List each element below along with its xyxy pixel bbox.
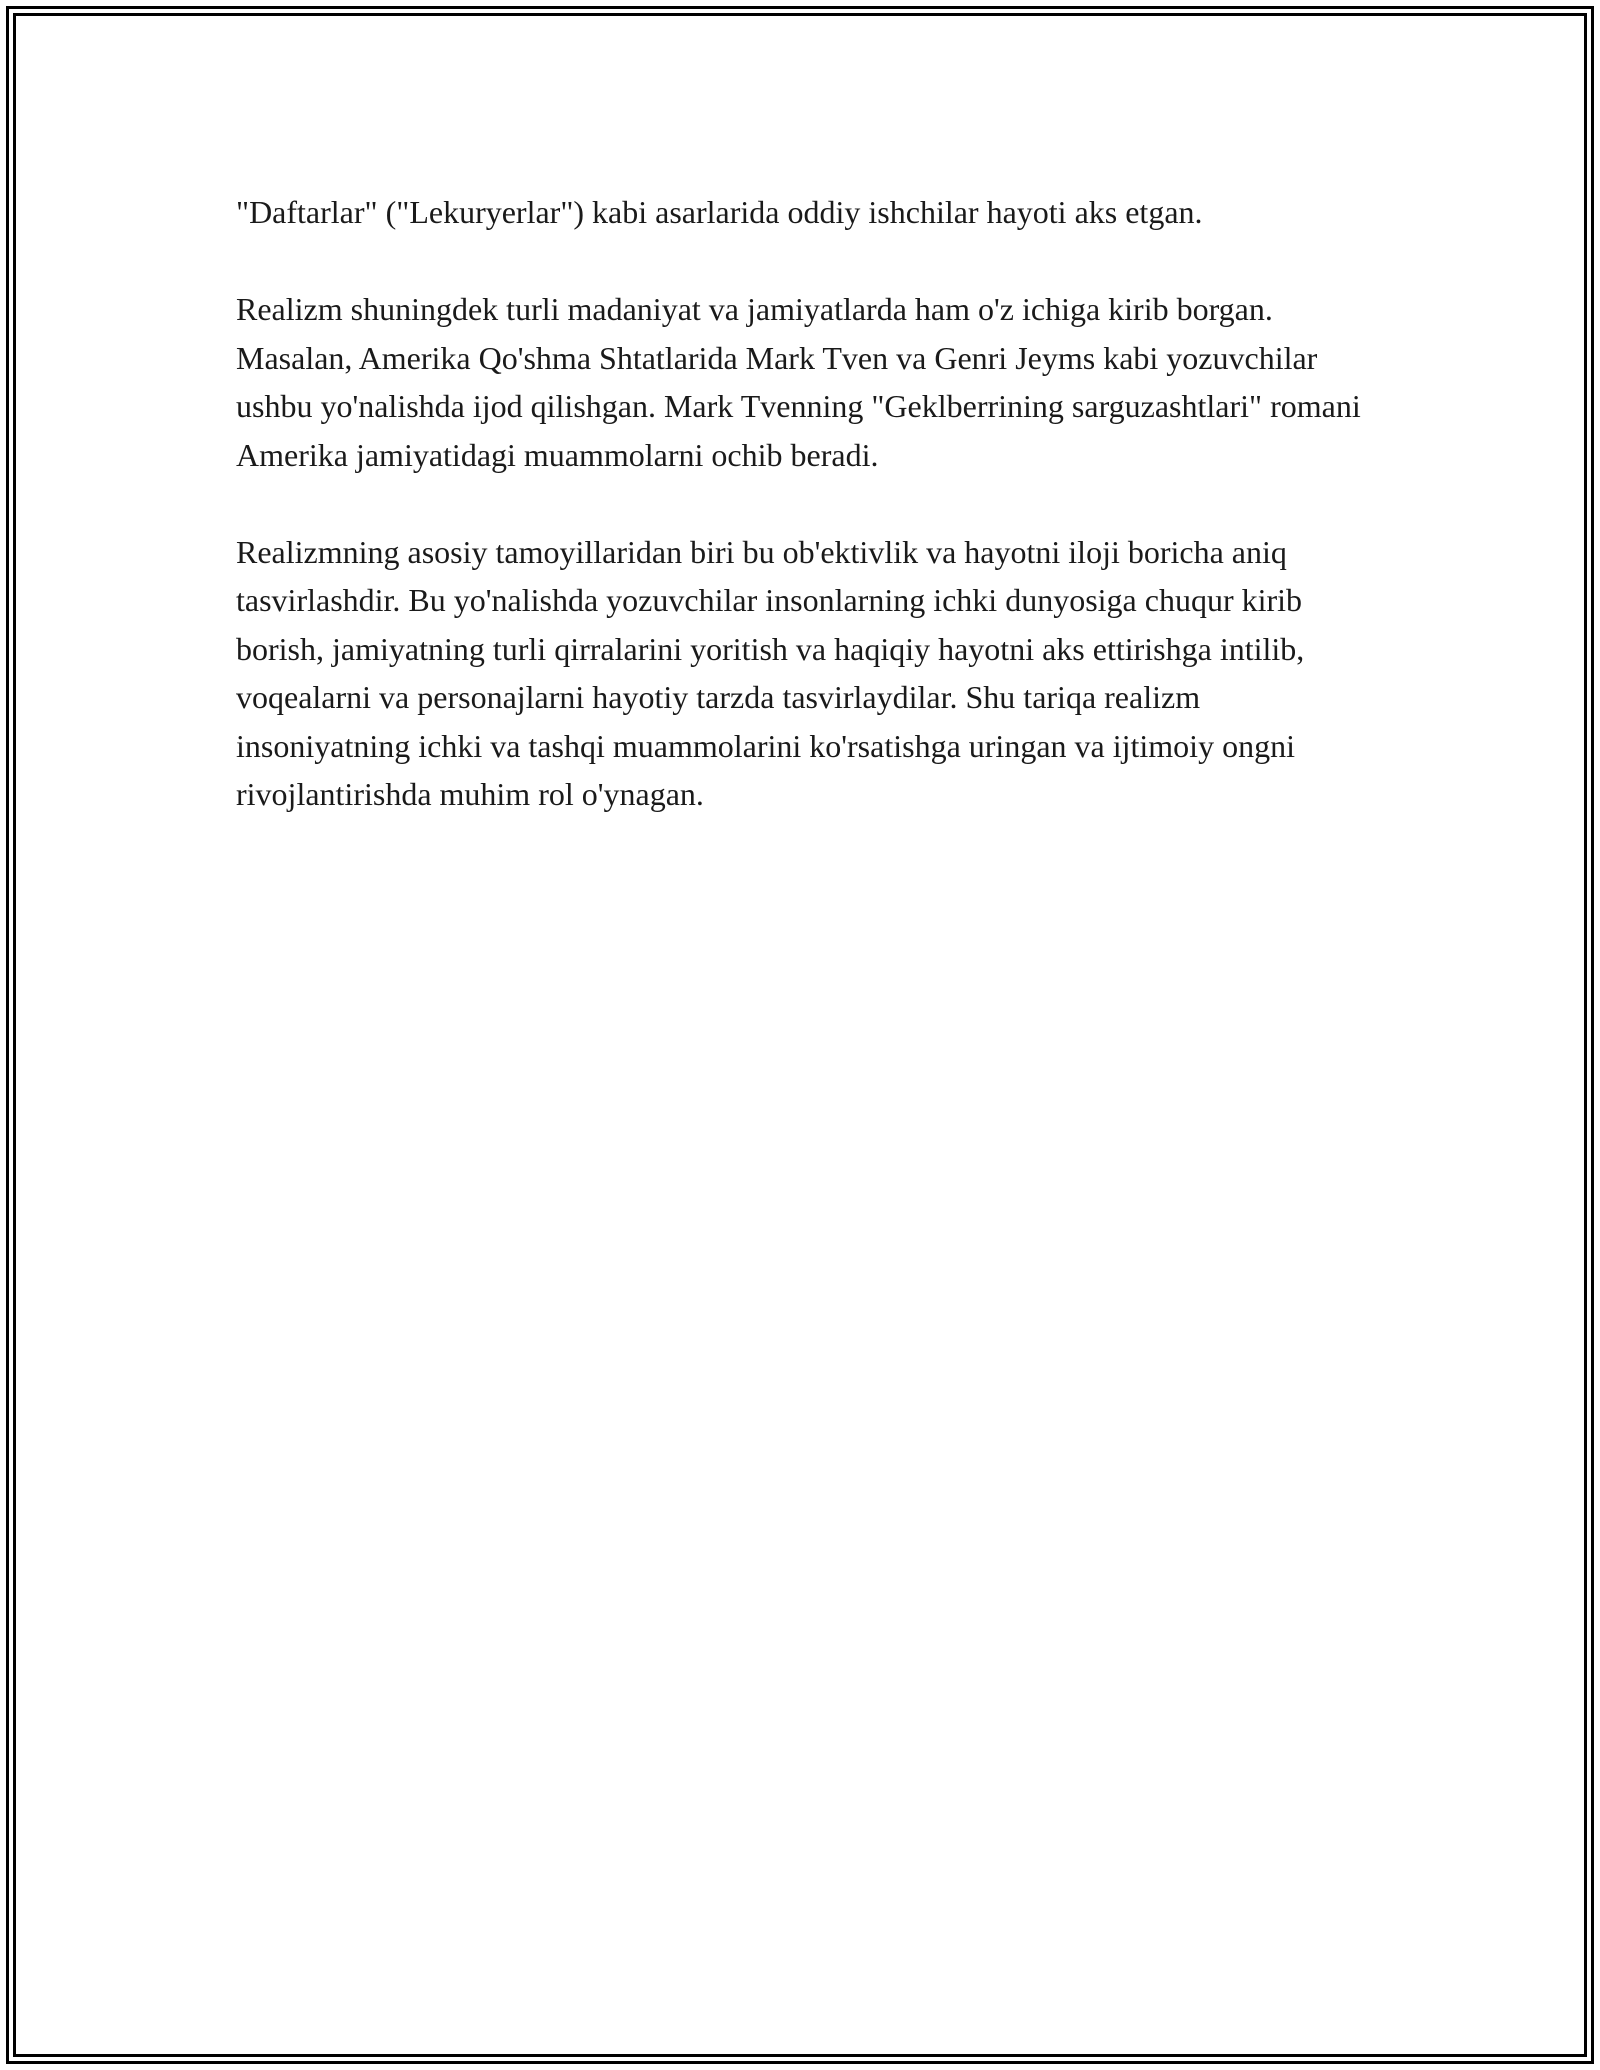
paragraph-1: "Daftarlar" ("Lekuryerlar") kabi asarlarida oddiy ishchilar hayoti aks etgan. (236, 194, 1203, 230)
document-body (236, 188, 1376, 867)
paragraph-3: Realizmning asosiy tamoyillaridan biri bu ob'ektivlik va hayotni iloji boricha aniq tasvirlashdir. Bu yo'nalishda yozuvchilar insonlarning ichki dunyosiga chuqur kirib borish, jamiyatning turli qirralarini yoritish va haqiqiy hayotni aks ettirishga intilib, voqealarni va personajlarni hayotiy tarzda tasvirlaydilar. Shu tariqa realizm insoniyatning ichki va tashqi muammolarini ko'rsatishga uringan va ijtimoiy ongni rivojlantirishda muhim rol o'ynagan. (236, 533, 1305, 812)
paragraph-2: Realizm shuningdek turli madaniyat va jamiyatlarda ham o'z ichiga kirib borgan. Masalan, Amerika Qo'shma Shtatlarida Mark Tven va Genri Jeyms kabi yozuvchilar ushbu yo'nalishda ijod qilishgan. Mark Tvenning "Geklberrining sarguzashtlari" romani Amerika jamiyatidagi muammolarni ochib beradi. (236, 291, 1361, 473)
